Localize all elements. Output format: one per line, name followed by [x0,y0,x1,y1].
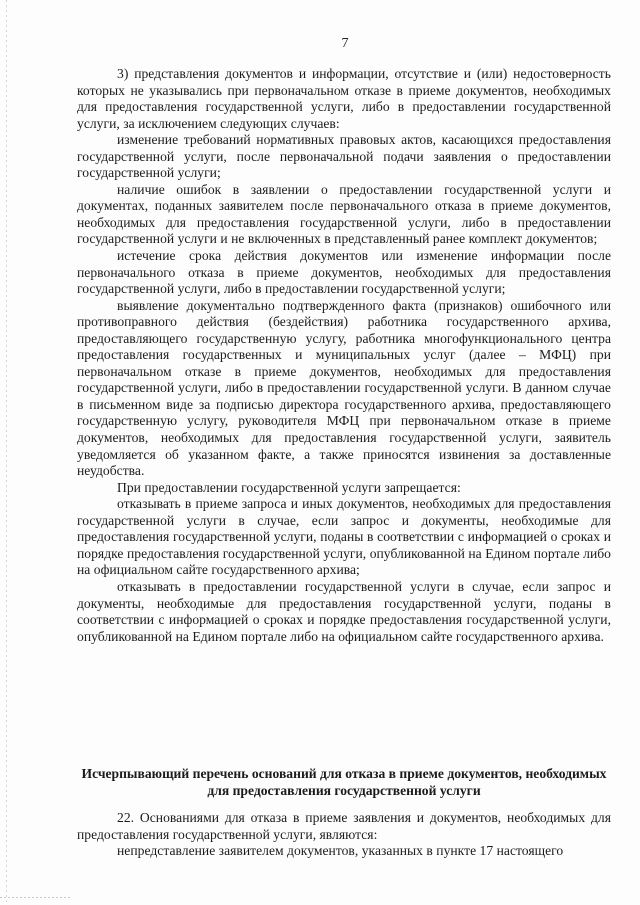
paragraph-refuse-acceptance: отказывать в приеме запроса и иных документов, необходимых для предоставления государственной услуги в случае, если запрос и документы, необходимые для предоставления государственной услуги, поданы в соответствии с информацией о сроках и порядке предоставления государственной услуги, опубликованной на Едином портале либо на официальном сайте государственного архива; [77,496,611,578]
paragraph-refuse-service: отказывать в предоставлении государственной услуги в случае, если запрос и документы, необходимые для предоставления государственной услуги, поданы в соответствии с информацией о сроках и порядке предоставления государственной услуги, опубликованной на Едином портале либо на официальном сайте государственного архива. [77,578,611,644]
page-number: 7 [341,36,349,51]
section-22-text-block [77,810,611,860]
scan-left-edge [6,0,7,905]
paragraph-erroneous-action: выявление документально подтвержденного факта (признаков) ошибочного или противоправного действия (бездействия) работника государственного архива, предоставляющего государственную услугу, работника многофункционального центра предоставления государственных и муниципальных услуг (далее – МФЦ) при первоначальном отказе в приеме документов, необходимых для предоставления государственной услуги, либо в предоставлении государственной услуги. В данном случае в письменном виде за подписью директора государственного архива, предоставляющего государственную услугу, руководителя МФЦ при первоначальном отказе в приеме документов, необходимых для предоставления государственной услуги, заявитель уведомляется об указанном факте, а также приносятся извинения за доставленные неудобства. [77,297,611,479]
paragraph-non-submission: непредставление заявителем документов, указанных в пункте 17 настоящего [117,843,564,859]
paragraph-clause-22: 22. Основаниями для отказа в приеме заявления и документов, необходимых для предоставления государственной услуги, являются: [77,810,611,842]
scan-bottom-edge [0,897,70,898]
paragraph-prohibitions-intro: При предоставлении государственной услуги запрещается: [117,479,461,495]
paragraph-errors-in-application: наличие ошибок в заявлении о предоставлении государственной услуги и документах, поданных заявителем после первоначального отказа в приеме документов, необходимых для предоставления государственной услуги, либо в предоставлении государственной услуги и не включенных в представленный ранее комплект документов; [77,181,611,247]
paragraph-clause-3: 3) представления документов и информации, отсутствие и (или) недостоверность которых не указывались при первоначальном отказе в приеме документов, необходимых для предоставления государственной услуги, либо в предоставлении государственной услуги, за исключением следующих случаев: [77,66,611,131]
paragraph-document-expiry: истечение срока действия документов или изменение информации после первоначального отказа в приеме документов, необходимых для предоставления государственной услуги, либо в предоставлении государственной услуги; [77,248,611,297]
paragraph-requirements-change: изменение требований нормативных правовых актов, касающихся предоставления государственной услуги, после первоначальной подачи заявления о предоставлении государственной услуги; [77,132,611,181]
section-heading: Исчерпывающий перечень оснований для отказа в приеме документов, необходимых для предоставления государственной услуги [81,766,607,798]
main-text-block [77,66,611,645]
